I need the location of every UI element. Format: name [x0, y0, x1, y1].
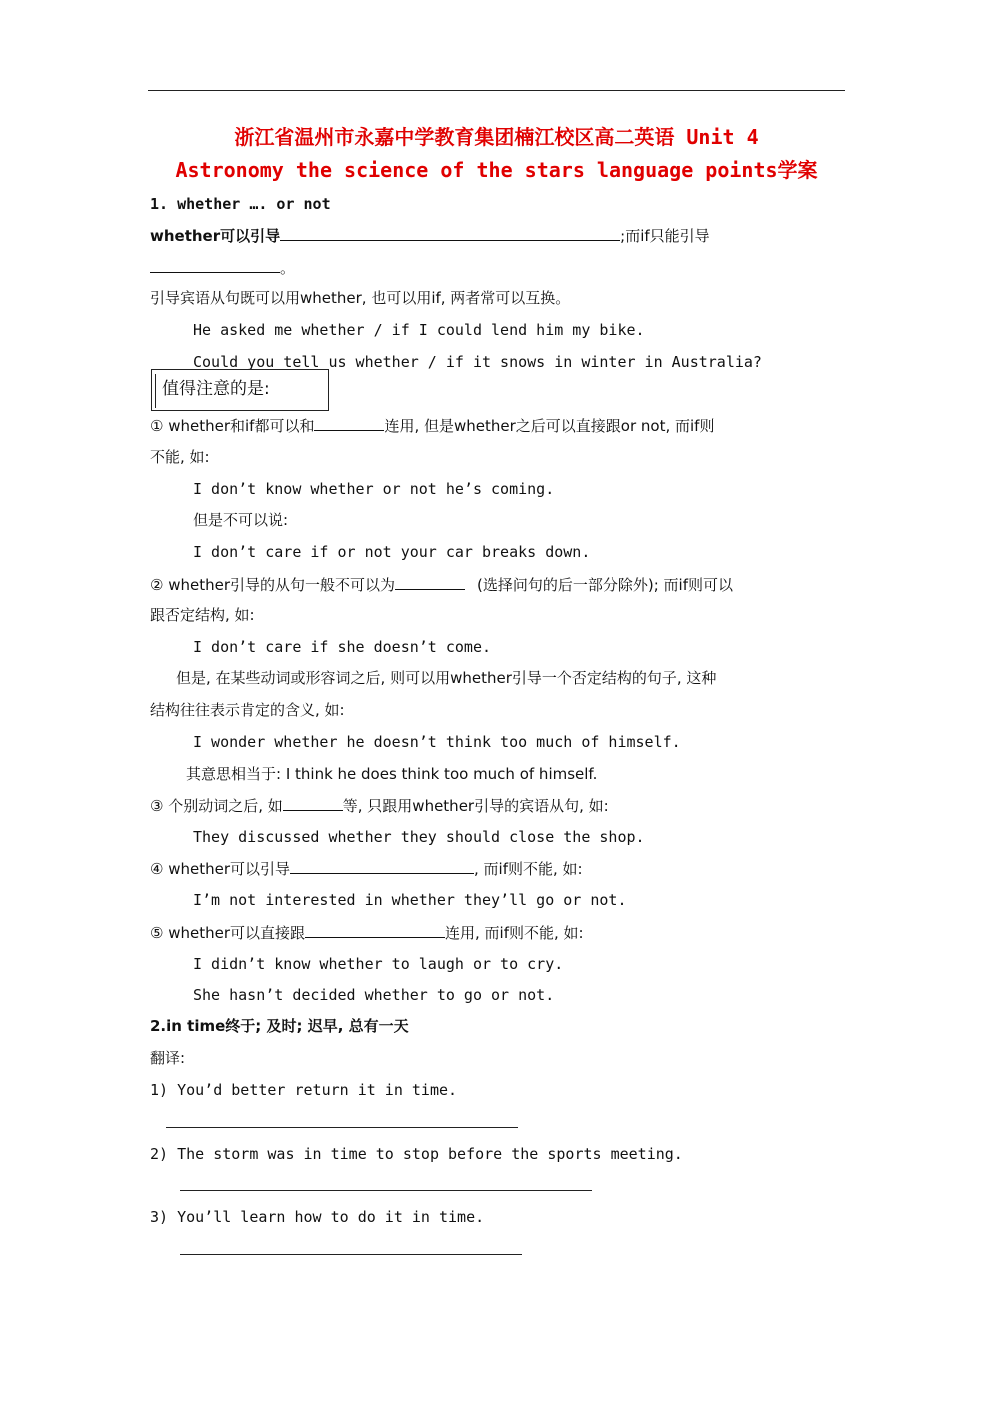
point-3-text-b: 等, 只跟用whether引导的宾语从句, 如:: [342, 797, 609, 815]
intro-end: 。: [280, 259, 296, 277]
point-5-example-1: I didn’t know whether to laugh or to cry.: [193, 955, 564, 973]
point-3-example: They discussed whether they should close the shop.: [193, 828, 645, 846]
question-1: 1) You’d better return it in time.: [150, 1081, 458, 1099]
section-1-heading: 1. whether …. or not: [150, 195, 331, 213]
intro-label-if: ;而if只能引导: [620, 227, 710, 245]
point-2-text-a: ② whether引导的从句一般不可以为: [150, 576, 396, 594]
point-4-line: [150, 858, 583, 879]
point-1-line: [150, 415, 714, 436]
question-2: 2) The storm was in time to stop before the sports meeting.: [150, 1145, 683, 1163]
point-4-text-a: ④ whether可以引导: [150, 860, 291, 878]
example-1: He asked me whether / if I could lend him my bike.: [193, 321, 645, 339]
section-2-heading: 2.in time终于; 及时; 迟早, 总有一天: [150, 1017, 409, 1035]
point-5-line: [150, 922, 584, 943]
point-5-text-a: ⑤ whether可以直接跟: [150, 924, 306, 942]
point-5-text-b: 连用, 而if则不能, 如:: [445, 924, 584, 942]
point-2-text-c: 跟否定结构, 如:: [150, 606, 255, 624]
translate-label: 翻译:: [150, 1049, 186, 1067]
point-3-text-a: ③ 个别动词之后, 如: [150, 797, 283, 815]
example-2: Could you tell us whether / if it snows in winter in Australia?: [193, 353, 762, 371]
blank-point-5[interactable]: [305, 922, 445, 938]
point-2-text-b: (选择问句的后一部分除外); 而if则可以: [477, 576, 733, 594]
answer-line-2[interactable]: [180, 1190, 592, 1191]
point-5-example-2: She hasn’t decided whether to go or not.: [193, 986, 555, 1004]
point-2-however-2: 结构往往表示肯定的含义, 如:: [150, 701, 345, 719]
whether-intro-line-2: [150, 257, 295, 278]
header-rule: [148, 90, 845, 91]
point-1-but: 但是不可以说:: [193, 511, 289, 529]
point-1-wrong-example: I don’t care if or not your car breaks down.: [193, 543, 591, 561]
object-clause-note: 引导宾语从句既可以用whether, 也可以用if, 两者常可以互换。: [150, 289, 571, 307]
point-1-text-b: 连用, 但是whether之后可以直接跟or not, 而if则: [384, 417, 715, 435]
point-4-example: I’m not interested in whether they’ll go or not.: [193, 891, 627, 909]
blank-point-1[interactable]: [314, 415, 384, 431]
point-2-meaning: 其意思相当于: I think he does think too much of himself.: [186, 765, 598, 783]
point-3-line: [150, 795, 609, 816]
point-2-example-2: I wonder whether he doesn’t think too much of himself.: [193, 733, 681, 751]
blank-whether-introduces[interactable]: [280, 225, 620, 241]
point-2-line: [150, 574, 733, 595]
point-2-however: 但是, 在某些动词或形容词之后, 则可以用whether引导一个否定结构的句子, 这种: [176, 669, 717, 687]
point-1-text-a: ① whether和if都可以和: [150, 417, 315, 435]
answer-line-3[interactable]: [180, 1254, 522, 1255]
blank-point-3[interactable]: [283, 795, 343, 811]
point-2-example: I don’t care if she doesn’t come.: [193, 638, 492, 656]
blank-point-4[interactable]: [290, 858, 474, 874]
point-1-text-c: 不能, 如:: [150, 448, 210, 466]
blank-point-2[interactable]: [395, 574, 465, 590]
point-1-example: I don’t know whether or not he’s coming.: [193, 480, 555, 498]
page-title-line-2: Astronomy the science of the stars language points学案: [175, 158, 818, 182]
notice-box-label: 值得注意的是:: [162, 379, 270, 399]
question-3: 3) You’ll learn how to do it in time.: [150, 1208, 485, 1226]
whether-intro-line: [150, 225, 710, 246]
point-4-text-b: , 而if则不能, 如:: [474, 860, 583, 878]
intro-label-whether: whether可以引导: [150, 227, 281, 245]
answer-line-1[interactable]: [166, 1127, 518, 1128]
blank-if-introduces[interactable]: [150, 257, 280, 273]
notice-box: [151, 369, 329, 411]
page-title-line-1: 浙江省温州市永嘉中学教育集团楠江校区高二英语 Unit 4: [234, 125, 759, 149]
